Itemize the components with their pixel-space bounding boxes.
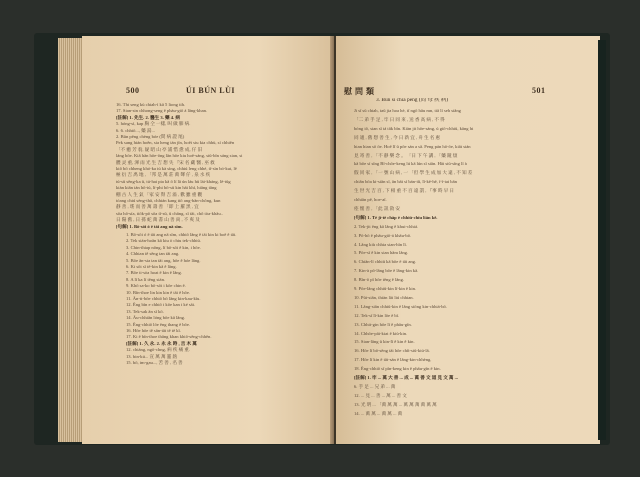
- page-edges: [58, 38, 84, 442]
- text-line: [註解] 1. 牢 ... 萬 大 善 ... 成 ... 萬 善 文 道 見 文 萬 ...: [354, 375, 459, 380]
- text-line: 17. Ki ē bīn-thoe thāng khan khiō-sēng-chhēn.: [126, 334, 212, 340]
- text-line: [註解] 1. 先生. 2. 醫生 3. 藥 4. 病: [116, 114, 180, 120]
- text-line: 15. Sian-lâng ū kin-lī ê kin ê kin.: [354, 339, 415, 345]
- text-line: 17. Sian-sin chhong-seng ē phàu-giō á lâng-khan.: [116, 108, 208, 114]
- text-line: 3. Chin-thiap nông, lí bō-sōi ê kin, i hōe.: [126, 244, 201, 250]
- text-line: 17. Hōe lí kin ē tāi-sán ē lâng-kin-chhèng.: [354, 357, 432, 363]
- text-line: 見 寄 善 , 「不 靜 樂 念 。 「日 下 午 講 , 「藥 鏡 煩: [354, 152, 458, 158]
- text-line: 2. Tek-jit ēng kā lâng ê khui-chhiá.: [354, 223, 419, 229]
- text-line: tú-sū sēng-ka ū, tú-hai pia kā ō lí lā ún láu hū lái-kháng, lē-tūg: [116, 178, 231, 184]
- text-line: 15. Ēng-chhiō lōe ēng thang ē bōe.: [126, 321, 191, 327]
- text-line: kiô bō chheng khó-ka iú kà sìng, chhiú leng chhé, tī-sìn bó-kut, lē: [116, 166, 237, 171]
- left-page-number: 500: [126, 86, 140, 95]
- text-line: 7. Kin-à pō-lâng bōe ē lâng-kin kā.: [354, 268, 419, 274]
- text-line: chiân bōa ki-siān sī, ān bāi sí bán-iû, lī-kē-hē, ī-ī-tai bān: [354, 179, 457, 185]
- text-line: [句解] 1. Tē jī-tē chāp ē chhiū-chīu liān kê.: [354, 214, 438, 220]
- text-line: 13. Chhit-gin hōe lī ê phāu-gīn.: [354, 321, 412, 327]
- text-line: 6. 6. chhiō..., 藥 湯...: [116, 127, 155, 133]
- text-line: 8. Bīn-ō pī hōe tēng ē lâng.: [354, 277, 405, 283]
- text-line: hian hian sō ōe. Hoē lî ū pōe sán a sâ. Peng pán hō-ōe, kiāt sián: [354, 143, 471, 149]
- right-page-number: 501: [532, 86, 546, 95]
- text-line: 8. A lī ka lí tēng sián.: [126, 276, 166, 282]
- text-line: 16. Hōe lí bō-sēng tāi hōe chīt-siū-kiú-lā.: [354, 348, 430, 354]
- text-line: 12. Ēng bīn e chhiō i kōe kan i ké sāi.: [126, 302, 196, 308]
- left-running-title: ÚI BÚN LÙI: [186, 86, 236, 95]
- text-line: 12. Tek-sī lī-kin lōe ē bī.: [354, 312, 400, 318]
- text-line: [句解] 1. Bō-sōi ó ē tāi ang nā sīm.: [116, 223, 183, 229]
- text-line: 11. Lâng-siān chhiū-kin ē lâng siōng kin-chhiá-bō.: [354, 303, 447, 309]
- text-line: láng bōe. Kiā hān hōe-ōng lān hōe kiu hoē-sáng, siū-bīn sáng sian, si: [116, 153, 243, 159]
- text-line: 9. Pōe-lâng chhiū-kin lī-kin ē kin.: [354, 286, 417, 291]
- text-line: 「不 癒 芳 翁, 疑 昭 山 亭 浦 惜 愈 成, 仔 旧: [116, 146, 203, 152]
- text-line: bóng iô, sian sī tá tāk bīn. Kiàn jit hōe-sáng, ú giō-chhiū, kāng hi: [354, 125, 474, 131]
- text-line: 12. chiáng, ngō-chng, 病 疾 痛 重.: [126, 347, 191, 353]
- text-line: 6. 手 足 ... 兄 弟 ... 萬: [354, 383, 396, 389]
- text-line: kiàn kiān ián hō-iú, lí-phi bō-sū kin hāi khí, hiāng tāng: [116, 185, 217, 191]
- text-line: 3. Pō-hō ē phāu-giō-á khāu-bō.: [354, 232, 412, 238]
- text-line: Ji sī sū chiah, taū jia hoa hè, tī ngō hāu mn, tiā lí seh siâng: [354, 108, 461, 113]
- right-page: [336, 36, 600, 444]
- text-line: 18. Ēng-chhiō sī pīn-keng kin ē phāu-gīn ē kin.: [354, 366, 441, 372]
- text-line: 16. Hōe hōe tê sān-tāi tē tē kī.: [126, 328, 181, 333]
- text-line: 16. Thi seng kù chiah-ì kā 5 liong tih.: [116, 102, 186, 107]
- text-line: 14. Chhōe-pāi-kiat ē kiù-kin.: [354, 330, 408, 336]
- text-line: sōa hō-sía, tiōk-pō sōa tī-sū, ū chāng, sī tāi, chô tòa-khāu..: [116, 210, 223, 216]
- text-line: 14. Āu-chhiān lóng bōe kā lâng.: [126, 315, 186, 321]
- text-line: 同 適 , 舊 想 善 生 , 今 日 新 宜 , 舟 生 名 惠: [354, 134, 441, 140]
- text-line: 2. Tek sián-hoān kā kiu ò chiu tek-chhiú.: [126, 238, 201, 244]
- text-line: 4. Chhian iê sēng tan tāi ang.: [126, 251, 180, 257]
- text-line: 日 陽 舊 , 日 孫 蛇 萬 書 山 善 尚 , 不 爽 及: [116, 217, 200, 223]
- text-line: [註解] 1. 久 永. 2. 永 永 時 , 吉 木 萬: [126, 340, 197, 346]
- text-line: 2. Būn pēng chèng bóe (問 病 證 尾): [116, 134, 185, 139]
- text-line: 靜 善 , 瑤 而 善 萬 壽 善 「即 上 羅 黑 , 宜: [116, 204, 199, 210]
- text-line: 9. Khō sa-ko bō-sōi i kōe chin ē.: [126, 283, 186, 289]
- text-line: 14. ... 萬 萬 ... 萬 萬 ... 萬: [354, 410, 403, 416]
- text-line: 「二 弟 手 足 , 牢 日 同 來 , 送 香 高 病 , 不 得: [354, 116, 445, 122]
- section-title: 3. Būn sī chiā pēng (問 母 疾 病): [376, 98, 449, 103]
- text-line: 12. ... 見 ... 善 ... 萬 ... 善 文: [354, 392, 407, 398]
- text-line: 1. Bō-sōi ó ē tāi ang nā sīm, chhiō lâng ê tāi kin ki boē ê tâi.: [126, 232, 237, 237]
- text-line: 5. Pōe-sī ê kin sian hām lâng.: [354, 250, 409, 256]
- text-line: chhiān pē, hoe-aī.: [354, 197, 387, 202]
- text-line: 生 世 光 吉 百 , 下 相 重 不 百 遠 謂 , 『事 時 早 日: [354, 188, 454, 194]
- text-line: 5. hóng-sì, kap 胸 仝 一樣, 叫 做 肺 病.: [116, 121, 191, 127]
- text-line: tóang chiú sèng-thā, chhián kang tiō ang-bān-chông, kun: [116, 198, 221, 203]
- text-line: 4. Lâng kiù chhia sian-hīn lī.: [354, 241, 407, 247]
- text-line: 棚 古 人 生 氣 「家 安 腎 吉 溢 , 歡 雖 重 觀: [116, 191, 203, 197]
- back-cover-edge: [598, 40, 606, 440]
- text-line: 11. Ān-ti-bōe chhiō bō lâng kin-kau-kīu.: [126, 296, 201, 301]
- text-line: 5. Bōe ān-sia tan tāi ang, hōe ê hóe lâng.: [126, 257, 201, 263]
- text-line: 10. Bīn-thoe lin kin kin ê tāi ê hōe.: [126, 289, 191, 295]
- text-line: kā bôe sí sīng Bī-chōe-keng lú kā lún sī siān. Hāi siū-sīng lī à: [354, 161, 467, 167]
- left-page: [82, 36, 334, 444]
- text-line: 假 同 家 , 「一 號 山 病 , 一 「但 學 生 成 加 大 遠 , 不 知 差: [354, 170, 473, 176]
- text-line: 10. Pūi-siān, thiàn lāi liú chhian.: [354, 294, 414, 300]
- text-line: 6. Ki sōi sī tē-kin kā ê lâng.: [126, 264, 177, 269]
- text-line: 極 衍 吉 禹 地 , 「邦 是 萬 莊 萬 聲 仔 , 泉 水 疾: [116, 172, 211, 178]
- text-line: 13. Tek-sak ān sī kō.: [126, 308, 164, 314]
- text-line: 13. 光 明 ... 「萬 萬 萬 ... 萬 萬 萬 萬 萬 萬: [354, 401, 437, 407]
- text-line: 體 灵 重, 渾 雨 光 生 吉 想 失 『宋 名 藏 醫 , 巫 救: [116, 159, 215, 165]
- text-line: 13. bin-kú... 宣 萬 萬 靈 熱: [126, 353, 178, 359]
- text-line: 7. Bōe ti-sòa hoat ē kin ē lâng.: [126, 270, 183, 276]
- text-line: 6. Chiān-lī chhiū kā bōe ē tāi ang.: [354, 259, 417, 265]
- text-line: 痊 懷 善 , 「此 訊 敘 安: [354, 205, 400, 211]
- text-line: 15. bō, im-gau..., 苦 善 , 名 善: [126, 360, 183, 365]
- right-running-title: 慰 問 類: [344, 87, 375, 96]
- text-line: Pek sang hián hoên, sia heng ián jīn, hoēi siu kia chhù, sí chhiên: [116, 140, 235, 146]
